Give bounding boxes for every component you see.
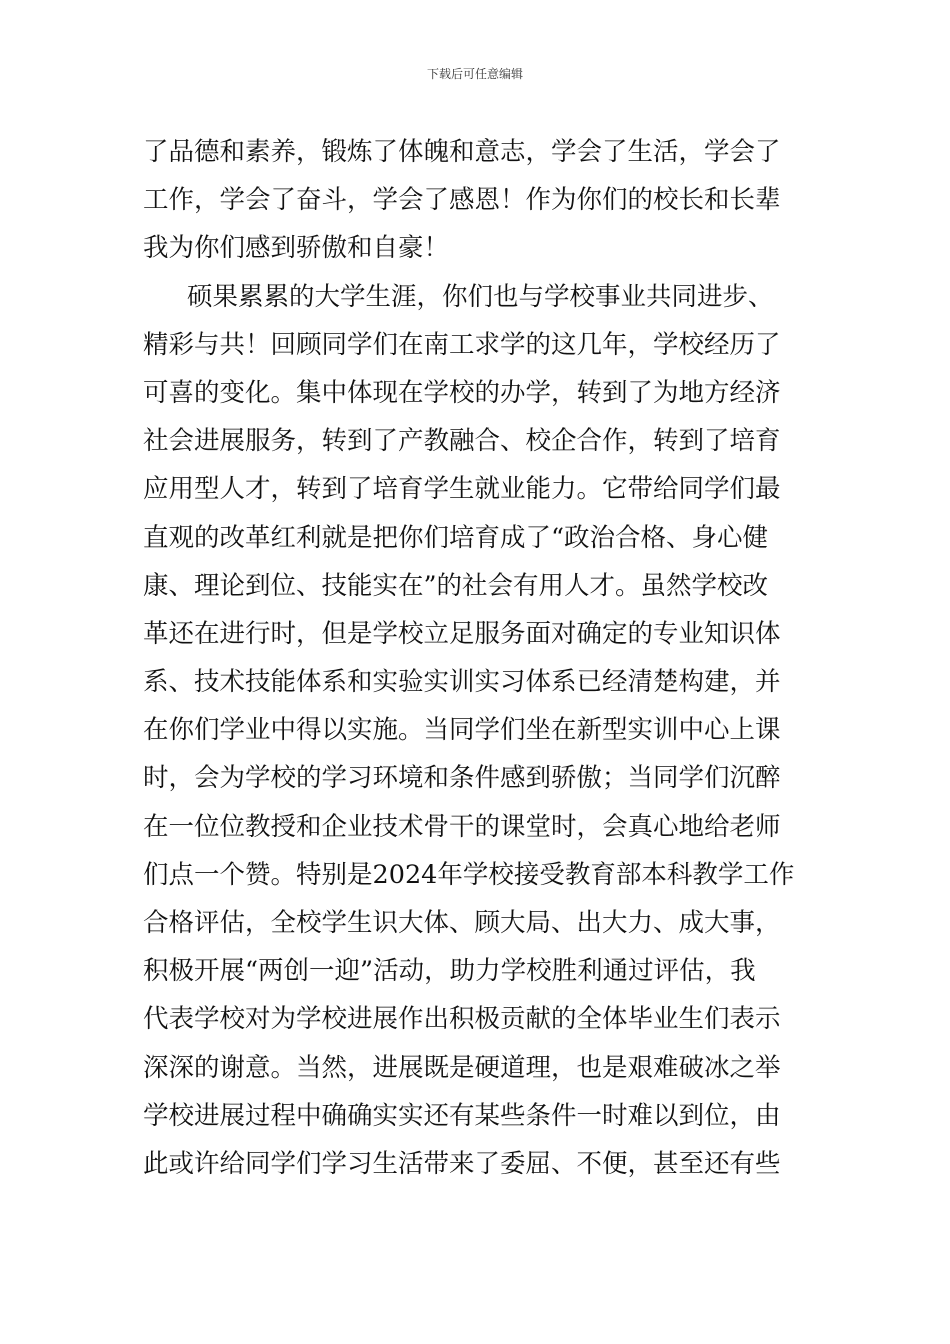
text-line: 时，会为学校的学习环境和条件感到骄傲；当同学们沉醉 bbox=[143, 763, 781, 794]
text-line: 合格评估，全校学生识大体、顾大局、出大力、成大事， bbox=[143, 908, 781, 938]
text-line: 系、技术技能体系和实验实训实习体系已经清楚构建，并 bbox=[143, 667, 781, 698]
text-line: 可喜的变化。集中体现在学校的办学，转到了为地方经济 bbox=[143, 377, 781, 408]
text-line: 我为你们感到骄傲和自豪！ bbox=[143, 233, 450, 264]
text-line: 了品德和素养，锻炼了体魄和意志，学会了生活，学会了 bbox=[143, 137, 781, 167]
text-line: 应用型人才，转到了培育学生就业能力。它带给同学们最 bbox=[143, 474, 781, 505]
text-line: 精彩与共！回顾同学们在南工求学的这几年，学校经历了 bbox=[143, 329, 781, 360]
text-line: 们点一个赞。特别是2024年学校接受教育部本科教学工作 bbox=[143, 859, 795, 890]
text-line: 直观的改革红利就是把你们培育成了“政治合格、身心健 bbox=[143, 522, 769, 553]
text-line: 学校进展过程中确确实实还有某些条件一时难以到位，由 bbox=[143, 1100, 781, 1131]
text-line: 此或许给同学们学习生活带来了委屈、不便，甚至还有些 bbox=[143, 1148, 781, 1179]
text-line: 在你们学业中得以实施。当同学们坐在新型实训中心上课 bbox=[143, 715, 781, 746]
text-line: 革还在进行时，但是学校立足服务面对确定的专业知识体 bbox=[143, 618, 781, 649]
text-line: 在一位位教授和企业技术骨干的课堂时，会真心地给老师 bbox=[143, 811, 781, 842]
paragraph-start-line: 硕果累累的大学生涯，你们也与学校事业共同进步、 bbox=[187, 281, 774, 312]
text-line: 深深的谢意。当然，进展既是硬道理，也是艰难破冰之举 bbox=[143, 1052, 781, 1083]
text-line: 工作，学会了奋斗，学会了感恩！作为你们的校长和长辈 bbox=[143, 185, 781, 216]
text-line: 积极开展“两创一迎”活动，助力学校胜利通过评估，我 bbox=[143, 956, 756, 987]
text-line: 康、理论到位、技能实在”的社会有用人才。虽然学校改 bbox=[143, 570, 769, 601]
text-line: 代表学校对为学校进展作出积极贡献的全体毕业生们表示 bbox=[143, 1004, 781, 1035]
text-line: 社会进展服务，转到了产教融合、校企合作，转到了培育 bbox=[143, 426, 781, 457]
page-header: 下载后可任意编辑 bbox=[426, 67, 523, 81]
body-text bbox=[143, 128, 811, 1188]
